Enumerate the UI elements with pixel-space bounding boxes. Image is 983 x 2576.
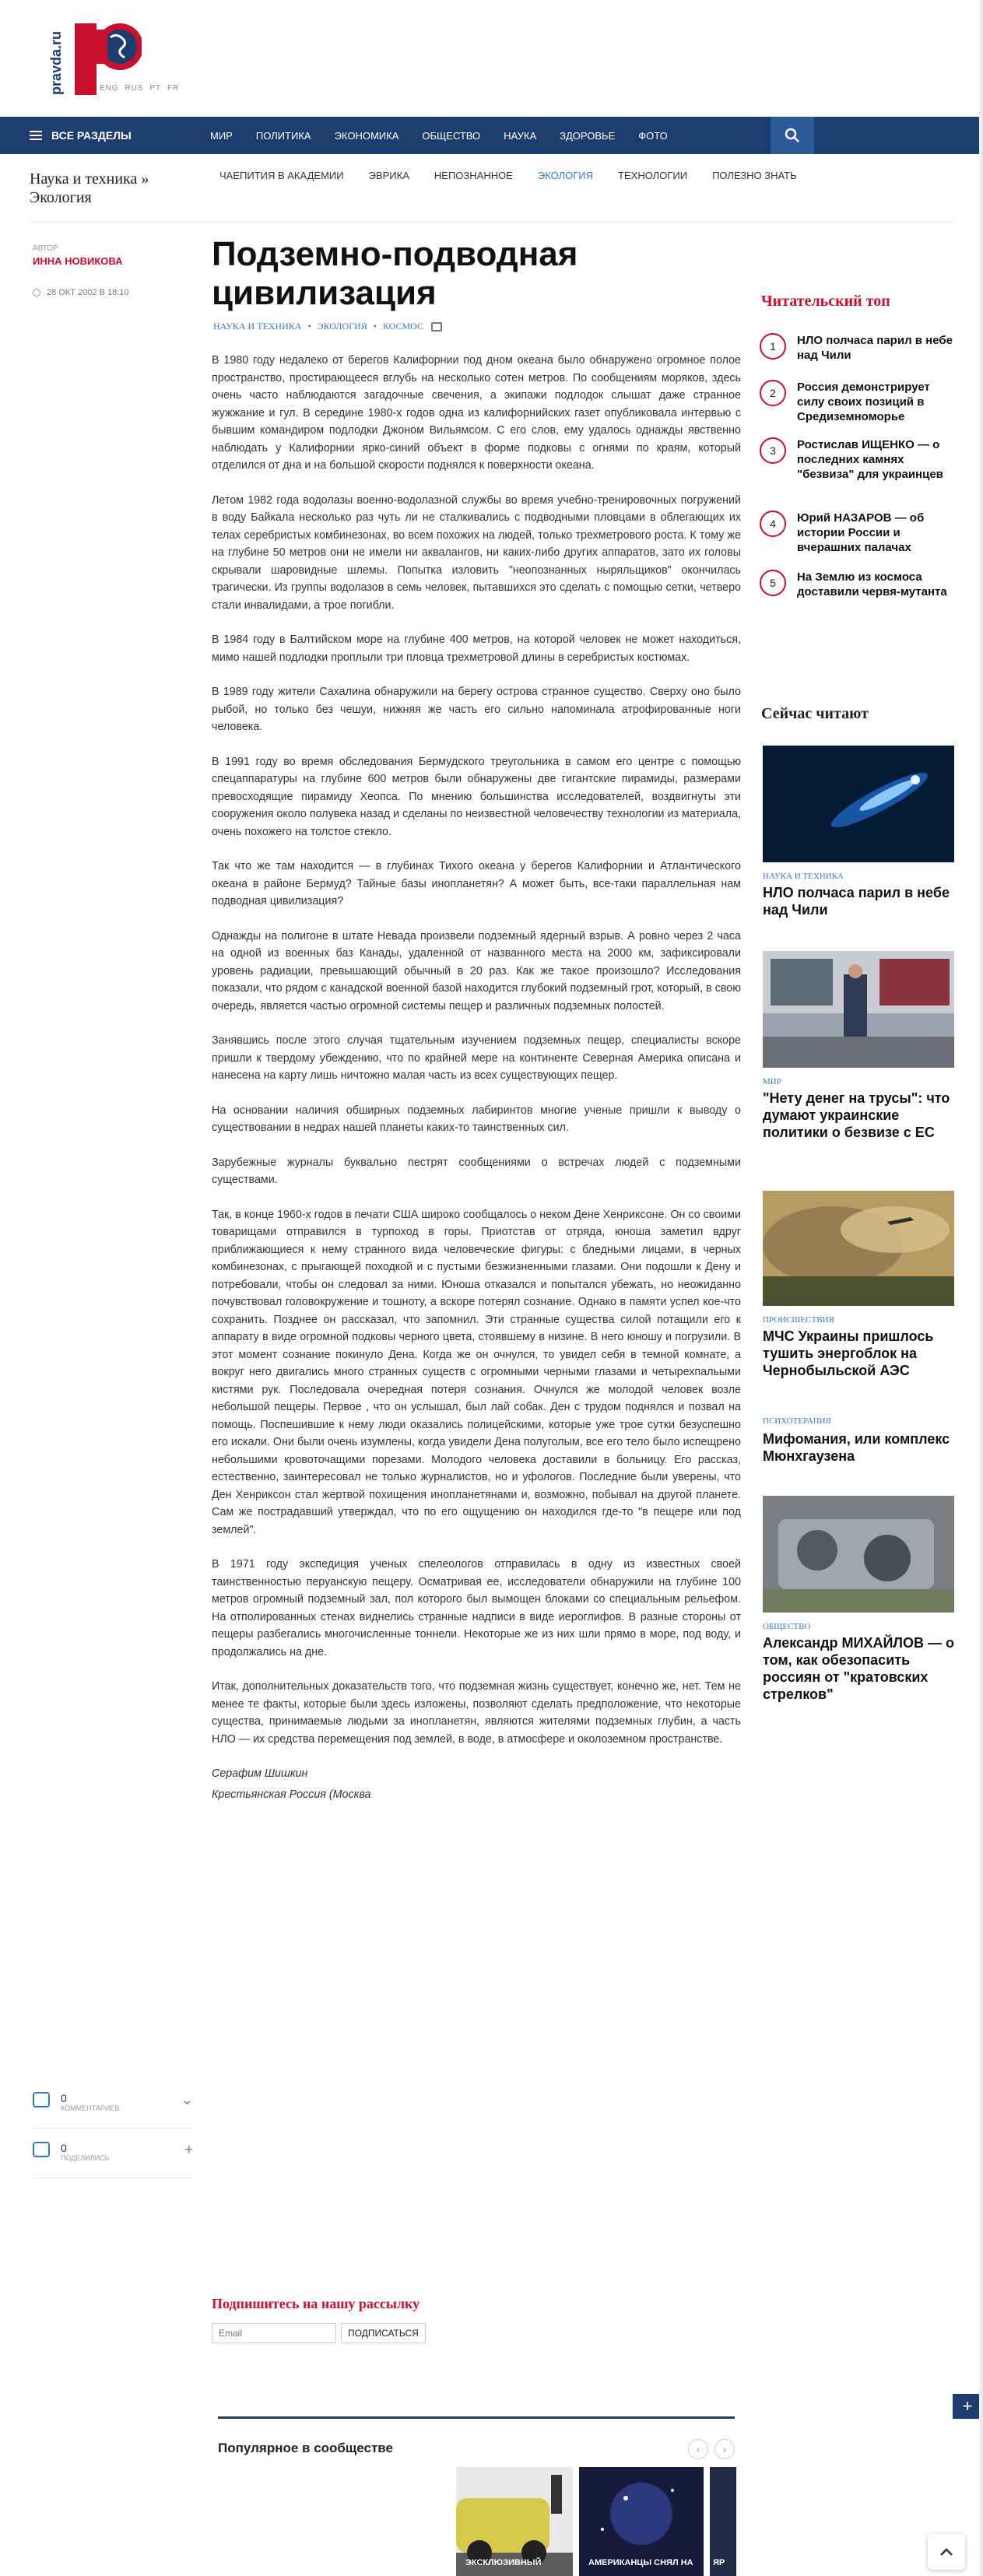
- article-signature: [212, 1765, 741, 1803]
- tag-science[interactable]: НАУКА И ТЕХНИКА: [213, 321, 302, 332]
- nav-link-science[interactable]: НАУКА: [504, 129, 537, 142]
- paragraph: Занявшись после этого случая тщательным изучением подземных пещер, специалисты вскоре пришли к твердому убеждению, что по крайней мере на континенте Северная Америка описана и нанесена на карту лишь ничтожно малая часть из всех существующих пещер.: [212, 1034, 741, 1082]
- nav-link-society[interactable]: ОБЩЕСТВО: [422, 129, 481, 142]
- comet-image: [763, 746, 954, 862]
- card-image[interactable]: [763, 746, 954, 862]
- card-label: ЯР: [713, 2558, 725, 2567]
- paragraph: Так что же там находится — в глубинах Тихого океана у берегов Калифорнии и Атлантического океана в районе Бермуд? Тайные базы инопланетян? А может быть, все-таки параллельная нам подводная цивилизация?: [212, 860, 741, 907]
- top-item-title: Юрий НАЗАРОВ — об истории России и вчерашних палачах: [797, 511, 925, 554]
- subnav-technology[interactable]: ТЕХНОЛОГИИ: [618, 170, 688, 181]
- author-label: АВТОР: [33, 244, 58, 253]
- rank-badge: 5: [760, 570, 786, 596]
- paragraph: В 1991 году во время обследования Бермудского треугольника в самом его центре с помощью спецаппаратуры на глубине 600 метров были обнаружены две гигантские пирамиды, размерами превосходящие пирамиду Хеопса. По мнению большинства исследователей, воздвигнуты эти сооружения около полувека назад и сделаны по неизвестной человечеству технологии из материала, очень похожего на толстое стекло.: [212, 755, 741, 838]
- top-item[interactable]: [760, 511, 954, 555]
- article-title: Подземно-подводная цивилизация: [212, 235, 578, 312]
- rank-badge: 4: [760, 511, 786, 537]
- scroll-top-button[interactable]: [928, 2534, 965, 2570]
- comments-widget[interactable]: [33, 2092, 193, 2112]
- publish-date: [33, 288, 128, 297]
- fire-photo: [763, 1191, 954, 1306]
- subscribe-title: Подпишитесь на нашу рассылку: [212, 2296, 420, 2311]
- nav-link-photo[interactable]: ФОТО: [638, 129, 668, 142]
- paragraph: Итак, дополнительных доказательств того, что подземная жизнь существует, конечно же, нет. Тем не менее те факты, которые были здесь изложены, позволяют сделать предположение, что некоторые существа, принимаемые людьми за инопланетян, являются жителями подземных глубин, а часть НЛО — их средства перемещения под землей, в воде, в атмосфере и околоземном пространстве.: [212, 1680, 741, 1746]
- lang-eng[interactable]: ENG: [100, 84, 119, 93]
- card-category[interactable]: НАУКА И ТЕХНИКА: [763, 872, 844, 881]
- card-label: ЭКСКЛЮЗИВНЫЙ: [465, 2558, 542, 2567]
- date-text: 28 ОКТ 2002 В 18:10: [47, 288, 129, 297]
- all-sections-button[interactable]: [30, 117, 132, 154]
- sub-navigation: [219, 170, 822, 181]
- chevron-left-icon: ‹: [696, 2443, 700, 2455]
- top-item-title: На Землю из космоса доставили червя-мутанта: [797, 570, 947, 598]
- signature-author: Серафим Шишкин: [212, 1767, 308, 1780]
- search-button[interactable]: [771, 117, 814, 154]
- article-tags: НАУКА И ТЕХНИКА • ЭКОЛОГИЯ • КОСМОС: [213, 321, 442, 332]
- subnav-eureka[interactable]: ЭВРИКА: [368, 170, 409, 181]
- card-title[interactable]: МЧС Украины пришлось тушить энергоблок на Чернобыльской АЭС: [763, 1328, 934, 1378]
- divider: [30, 221, 954, 222]
- print-icon[interactable]: [431, 322, 442, 332]
- tag-ecology[interactable]: ЭКОЛОГИЯ: [317, 321, 367, 332]
- subscribe-button[interactable]: ПОДПИСАТЬСЯ: [341, 2323, 426, 2343]
- top-item[interactable]: [760, 570, 954, 599]
- lang-rus[interactable]: RUS: [125, 84, 144, 93]
- paragraph: В 1980 году недалеко от берегов Калифорнии под дном океана было обнаружено огромное полое пространство, простирающееся вглубь на несколько сотен метров. По сообщениям моряков, здесь очень часто наблюдаются загадочные свечения, а экипажи подлодок слышат даже странное жужжание и гул. В середине 1980-х годов одна из калифорнийских газет опубликовала интервью с бывшим командиром подлодки Джоном Вильямсом. С его слов, ему удалось однажды явственно наблюдать у Калифорнии ярко-синий объект в форме подковы с огнями по краям, который отделился от дна и на большой скорости поднялся к поверхности океана.: [212, 354, 741, 472]
- email-input[interactable]: [212, 2323, 336, 2343]
- divider: [33, 2128, 193, 2129]
- divider: [218, 2416, 735, 2419]
- paragraph: Однажды на полигоне в штате Невада произвели подземный ядерный взрыв. А ровно через 2 часа на одной из военных баз Канады, удаленной от названного места на 2000 км, зафиксировали уровень радиации, превышающий обычный в 20 раз. Как же такое произошло? Исследования показали, что рядом с канадской военной базой находится глубокий подземный грот, который, в свою очередь, является частью огромной системы пещер и различных подземных полостей.: [212, 929, 741, 1013]
- rank-badge: 1: [760, 333, 786, 360]
- community-card[interactable]: [710, 2467, 736, 2576]
- card-category[interactable]: ПСИХОТЕРАПИЯ: [763, 1416, 831, 1426]
- chevron-up-icon: [939, 2547, 953, 2557]
- community-title: Популярное в сообществе: [218, 2441, 393, 2455]
- card-title[interactable]: Мифомания, или комплекс Мюнхгаузена: [763, 1431, 950, 1464]
- language-switcher[interactable]: [100, 84, 182, 93]
- paragraph: В 1989 году жители Сахалина обнаружили на берегу острова странное существо. Сверху оно было рыбой, но только без чешуи, нижняя же часть его сильно напоминала атрофированные ноги человека.: [212, 686, 741, 733]
- clock-icon: [33, 289, 40, 297]
- nav-link-health[interactable]: ЗДОРОВЬЕ: [560, 129, 616, 142]
- comment-icon: [33, 2092, 50, 2107]
- card-category[interactable]: ПРОИСШЕСТВИЯ: [763, 1315, 834, 1325]
- shares-widget[interactable]: [33, 2142, 193, 2162]
- article-body: [212, 352, 741, 1806]
- plus-icon: +: [962, 2396, 973, 2416]
- paragraph: Зарубежные журналы буквально пестрят сообщениями о встречах людей с подземными существами.: [212, 1156, 741, 1186]
- card-image[interactable]: [763, 951, 954, 1068]
- paragraph: Летом 1982 года водолазы военно-водолазной службы во время учебно-тренировочных погружений в воду Байкала несколько раз чуть ли не сталкивались с подводными пловцами в облегающих их телах серебристых комбинезонах, во всем похожих на людей, только трехметрового роста. К тому же на глубине 50 метров они не имели ни аквалангов, ни каких-либо других аппаратов, зато их головы скрывали шаровидные шлемы. Попытка изловить "неопознанных ныряльщиков" окончилась трагически. Из группы водолазов в семь человек, пытавшихся это сделать с помощью сетки, четверо стали инвалидами, а трое погибли.: [212, 493, 741, 612]
- paragraph: В 1971 году экспедиция ученых спелеологов отправилась в одну из известных своей таинственностью перуанскую пещеру. Осматривая ее, исследователи обнаружили на глубине 100 метров огромный подземный зал, пол которого был вымощен блоками со специальным рельефом. На отполированных стенах виднелись странные надписи в виде иероглифов. В разные стороны от пещеры разбегались многочисленные тоннели. Некоторые же из них шли прямо в море, под воду, и продолжались на дне.: [212, 1558, 741, 1658]
- chevron-down-icon[interactable]: ⌄: [181, 2092, 193, 2107]
- search-icon: [785, 128, 800, 143]
- card-title[interactable]: "Нету денег на трусы": что думают украинские политики о безвизе с ЕС: [763, 1090, 950, 1140]
- card-title[interactable]: НЛО полчаса парил в небе над Чили: [763, 885, 950, 918]
- expand-button[interactable]: [953, 2394, 982, 2419]
- card-category[interactable]: МИР: [763, 1077, 781, 1086]
- top-item-title: Россия демонстрирует силу своих позиций в Средиземноморье: [797, 381, 930, 423]
- chevron-right-icon: ›: [722, 2443, 727, 2455]
- subnav-ecology[interactable]: ЭКОЛОГИЯ: [537, 170, 594, 181]
- carousel-next-button[interactable]: [714, 2439, 735, 2459]
- paragraph: На основании наличия обширных подземных лабиринтов многие ученые пришли к выводу о существовании в недрах нашей планеты каких-то таинственных сил.: [212, 1104, 741, 1134]
- top-item[interactable]: [760, 380, 954, 424]
- top-item-title: Ростислав ИЩЕНКО — о последних камнях "безвиза" для украинцев: [797, 438, 943, 481]
- top-item-title: НЛО полчаса парил в небе над Чили: [797, 334, 953, 362]
- card-category[interactable]: ОБЩЕСТВО: [763, 1622, 811, 1631]
- comments-label: КОММЕНТАРИЕВ: [61, 2104, 120, 2112]
- share-icon: [33, 2142, 50, 2157]
- car-wreck-photo: [763, 1496, 954, 1613]
- readers-top-title: Читательский топ: [761, 293, 890, 310]
- card-image[interactable]: [763, 1191, 954, 1306]
- card-label: АМЕРИКАНЦЫ СНЯЛ НА: [588, 2558, 693, 2567]
- nav-link-politics[interactable]: ПОЛИТИКА: [255, 129, 311, 142]
- nav-link-economy[interactable]: ЭКОНОМИКА: [334, 129, 399, 142]
- card-image[interactable]: [763, 1496, 954, 1613]
- nav-links: [210, 117, 691, 154]
- logo-text: pravda.ru: [48, 30, 64, 95]
- lang-pt[interactable]: PT: [149, 84, 162, 93]
- all-sections-label: ВСЕ РАЗДЕЛЫ: [51, 129, 132, 142]
- paragraph: Так, в конце 1960-х годов в печати США широко сообщалось о неком Дене Хенриксоне. Он со своими товарищами отправился в турпоход в горы. Приотстав от отряда, юноша заметил вдруг приближающиеся к нему странного вида человеческие фигуры: с бледными лицами, в черных комбинезонах, с прыгающей походкой и с пустыми безжизненными глазами. Они подошли к Дену и потребовали, чтобы он следовал за ними. Юноша отказался и попытался убежать, но неожиданно почувствовал головокружение и тошноту, а вскоре потерял сознание. Однако в памяти успел кое-что сохранить. Позднее он рассказал, что запомнил. Эти странные существа силой потащили его к аппарату в виде огромной подковы черного цвета, стоявшему в низине. В него юношу и погрузили. В этот момент сознание покинуло Дена. Когда же он очнулся, то увидел себя в темной комнате, а вокруг него двигались много странных существ с огромными черными глазами и четырехпальыми кистями рук. Последовала очередная потеря сознания. Очнулся же молодой человек возле небольшой пещеры. Первое , что он услышал, был лай собак. Ден с трудом поднялся и позвал на помощь. Поспешившие к нему люди оказались полицейскими, которые уже трое сутки безуспешно его искали. Они были очень изумлены, когда увидели Дена полуголым, все его тело было испещрено небольшими кровоточащими порезами. Молодого человека доставили в больницу. Его рассказ, естественно, заинтересовал не только журналистов, но и уфологов. Последние были уверены, что Ден Хенриксон стал жертвой похищения инопланетянами и, возможно, побывал на другой планете. Сам же пострадавший утверждал, что по его ощущению он находился где-то "в пещере или под землей".: [212, 1208, 741, 1536]
- author-link[interactable]: ИННА НОВИКОВА: [33, 255, 123, 267]
- rank-badge: 3: [760, 437, 786, 464]
- signature-source: Крестьянская Россия (Москва: [212, 1788, 371, 1801]
- now-reading-title: Сейчас читают: [761, 705, 869, 722]
- menu-icon: [30, 131, 42, 140]
- card-title[interactable]: Александр МИХАЙЛОВ — о том, как обезопасить россиян от "кратовских стрелков": [763, 1635, 955, 1702]
- lang-fr[interactable]: FR: [167, 84, 180, 93]
- plus-icon[interactable]: +: [184, 2142, 193, 2157]
- community-card[interactable]: [456, 2467, 573, 2576]
- paragraph: В 1984 году в Балтийском море на глубине 400 метров, на которой человек не может находиться, мимо нашей подлодки проплыли три пловца трехметровой длины в серебристых костюмах.: [212, 633, 741, 664]
- top-item[interactable]: [760, 333, 954, 363]
- shares-count: 0: [61, 2142, 67, 2154]
- tram-photo: [763, 951, 954, 1068]
- scrollbar-track[interactable]: [979, 0, 983, 2576]
- section-title[interactable]: Наука и техника » Экология: [30, 170, 149, 206]
- top-item[interactable]: [760, 437, 954, 482]
- tag-space[interactable]: КОСМОС: [382, 321, 423, 332]
- nav-link-world[interactable]: МИР: [210, 129, 233, 142]
- subnav-useful[interactable]: ПОЛЕЗНО ЗНАТЬ: [712, 170, 797, 181]
- subnav-unknown[interactable]: НЕПОЗНАННОЕ: [434, 170, 513, 181]
- community-card[interactable]: [579, 2467, 704, 2576]
- shares-label: ПОДЕЛИЛИСЬ: [61, 2154, 110, 2162]
- carousel-prev-button[interactable]: [688, 2439, 708, 2459]
- subnav-academy[interactable]: ЧАЕПИТИЯ В АКАДЕМИИ: [219, 170, 344, 181]
- rank-badge: 2: [760, 380, 786, 406]
- comments-count: 0: [61, 2092, 67, 2104]
